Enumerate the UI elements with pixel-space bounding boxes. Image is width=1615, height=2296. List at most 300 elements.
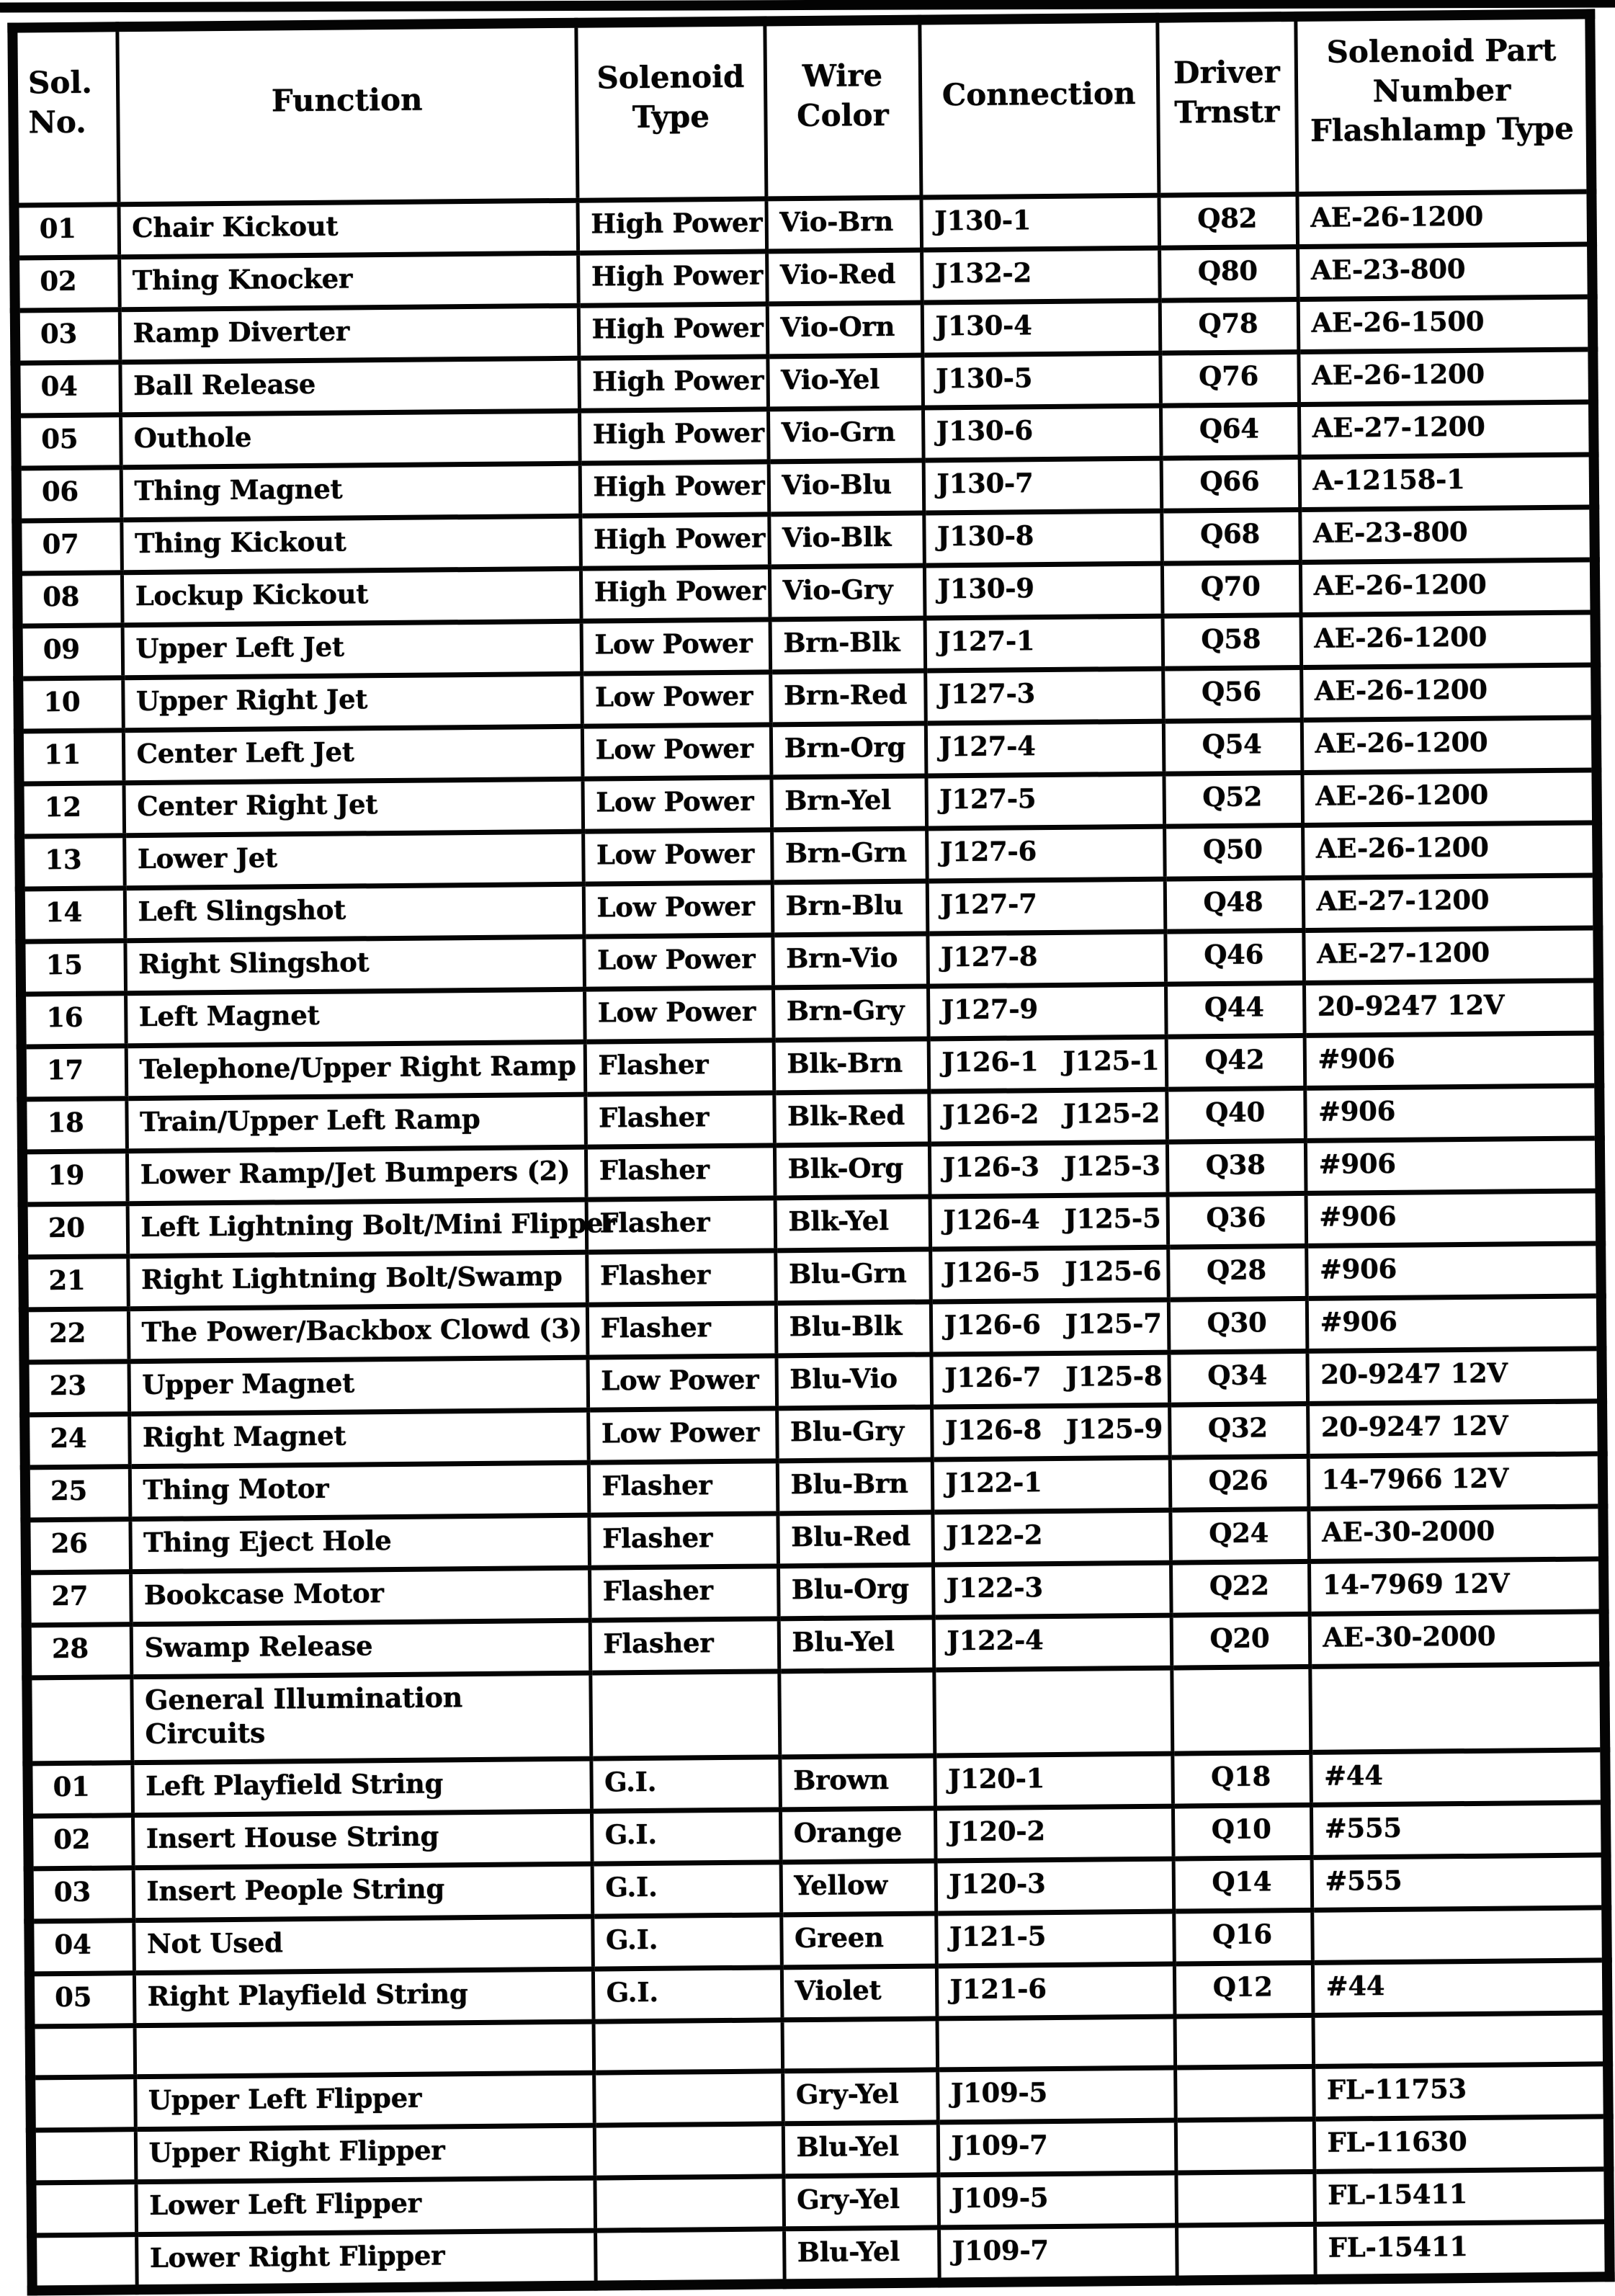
connection-value: J120-1 (947, 1761, 1045, 1795)
cell-part-number: #906 (1306, 1191, 1601, 1246)
cell-connection (922, 353, 1160, 408)
cell-function: Center Left Jet (123, 726, 583, 783)
connection-value: J125-9 (1065, 1412, 1163, 1445)
cell-wire-color (779, 1670, 934, 1757)
cell-sol-no: 05 (16, 415, 121, 468)
connection-value: J127-9 (941, 992, 1039, 1025)
cell-sol-no: 14 (20, 888, 125, 942)
cell-wire-color: Brown (779, 1756, 935, 1810)
cell-wire-color: Blk-Red (774, 1091, 929, 1145)
cell-connection (938, 2173, 1176, 2228)
cell-part-number: AE-26-1200 (1298, 349, 1593, 405)
cell-wire-color: Vio-Orn (767, 303, 923, 357)
cell-sol-no: 07 (17, 520, 122, 573)
cell-driver-transistor: Q10 (1173, 1805, 1312, 1859)
cell-wire-color: Violet (782, 1966, 937, 2020)
cell-driver-transistor: Q64 (1160, 404, 1299, 458)
cell-wire-color: Blk-Yel (775, 1197, 931, 1251)
connection-value: J125-2 (1062, 1096, 1160, 1130)
cell-function: Telephone/Upper Right Ramp (126, 1042, 586, 1099)
cell-driver-transistor (1176, 2224, 1315, 2280)
cell-part-number (1312, 1908, 1607, 1963)
cell-part-number: #906 (1307, 1296, 1602, 1352)
cell-sol-no: 01 (27, 1763, 133, 1816)
cell-driver-transistor: Q36 (1168, 1193, 1307, 1247)
cell-connection (921, 195, 1159, 250)
cell-solenoid-type: G.I. (592, 1862, 782, 1916)
cell-solenoid-type: Low Power (587, 1356, 777, 1410)
cell-driver-transistor: Q28 (1168, 1246, 1307, 1300)
cell-wire-color: Blu-Red (777, 1512, 933, 1566)
cell-driver-transistor (1176, 2171, 1315, 2225)
header-driver-trnstr: Driver Trnstr (1157, 17, 1297, 195)
cell-part-number: FL-11630 (1314, 2117, 1609, 2172)
cell-part-number: 20-9247 12V (1304, 981, 1599, 1036)
cell-part-number: AE-30-2000 (1308, 1506, 1603, 1562)
cell-connection (925, 616, 1163, 671)
connection-value: J130-1 (934, 203, 1032, 236)
cell-function: Upper Left Jet (122, 621, 582, 678)
cell-sol-no: 09 (18, 625, 123, 679)
cell-connection (926, 721, 1164, 776)
cell-driver-transistor (1174, 2015, 1313, 2068)
cell-wire-color: Gry-Yel (783, 2175, 939, 2229)
cell-connection (934, 1615, 1172, 1670)
cell-part-number: #906 (1305, 1138, 1601, 1194)
cell-part-number: AE-27-1200 (1303, 875, 1598, 931)
connection-value: J127-7 (940, 887, 1037, 920)
cell-driver-transistor: Q32 (1169, 1403, 1308, 1457)
cell-wire-color: Blu-Grn (775, 1249, 931, 1303)
cell-solenoid-type: High Power (578, 357, 768, 411)
cell-connection (921, 248, 1160, 303)
cell-sol-no: 11 (19, 731, 124, 784)
cell-function: Thing Magnet (121, 463, 581, 520)
header-connection: Connection (919, 18, 1158, 197)
cell-part-number: FL-11753 (1313, 2064, 1609, 2119)
cell-driver-transistor: Q82 (1158, 195, 1297, 249)
connection-value: J126-3 (942, 1150, 1039, 1183)
cell-solenoid-type (594, 2020, 783, 2073)
cell-wire-color: Brn-Org (771, 723, 926, 777)
cell-function: Left Playfield String (132, 1759, 591, 1815)
cell-part-number: 14-7966 12V (1308, 1454, 1603, 1509)
connection-value: J120-2 (948, 1814, 1045, 1847)
cell-wire-color: Vio-Blu (769, 460, 924, 514)
cell-driver-transistor: Q76 (1160, 352, 1299, 406)
connection-value: J121-5 (949, 1919, 1047, 1952)
connection-value: J130-5 (935, 361, 1033, 394)
cell-driver-transistor: Q42 (1166, 1035, 1305, 1089)
cell-connection (931, 1300, 1169, 1354)
cell-solenoid-type: High Power (580, 514, 769, 568)
cell-wire-color: Vio-Blk (769, 513, 924, 567)
cell-wire-color: Orange (780, 1808, 936, 1862)
connection-value: J130-9 (937, 571, 1034, 604)
cell-function: Outhole (120, 411, 580, 468)
connection-value: J109-7 (951, 2128, 1048, 2161)
connection-value: J125-6 (1064, 1254, 1162, 1287)
cell-driver-transistor: Q52 (1163, 772, 1302, 826)
cell-solenoid-type: High Power (578, 304, 768, 358)
cell-sol-no: 25 (25, 1467, 130, 1520)
cell-driver-transistor: Q58 (1163, 615, 1302, 669)
section-header-row (27, 1664, 1605, 1764)
header-wire-color: Wire Color (764, 20, 921, 199)
cell-sol-no: 03 (29, 1868, 134, 1921)
cell-solenoid-type (595, 2229, 784, 2286)
cell-function (135, 2022, 594, 2077)
connection-value: J109-7 (952, 2233, 1050, 2266)
cell-wire-color: Vio-Yel (767, 355, 923, 409)
connection-value: J126-8 (944, 1413, 1042, 1446)
cell-function: Left Lightning Bolt/Mini Flipper (128, 1200, 587, 1256)
cell-function: Right Slingshot (125, 937, 584, 993)
cell-wire-color: Blk-Org (774, 1144, 930, 1198)
cell-driver-transistor: Q38 (1167, 1140, 1306, 1194)
connection-value: J126-2 (941, 1097, 1039, 1130)
cell-sol-no: 17 (22, 1046, 127, 1099)
cell-solenoid-type: High Power (580, 462, 769, 516)
cell-function: Swamp Release (131, 1620, 591, 1677)
cell-sol-no (30, 2026, 135, 2078)
cell-solenoid-type: Flasher (585, 1093, 774, 1147)
cell-function: Ramp Diverter (120, 305, 579, 362)
cell-driver-transistor: Q22 (1171, 1561, 1310, 1615)
cell-connection (931, 1405, 1170, 1460)
connection-value: J130-4 (935, 308, 1032, 341)
cell-connection (938, 2120, 1176, 2175)
cell-connection (927, 879, 1166, 934)
cell-part-number: AE-27-1200 (1299, 402, 1594, 457)
cell-sol-no: 08 (17, 573, 122, 626)
cell-sol-no: 06 (17, 468, 122, 521)
cell-function: Thing Motor (130, 1462, 589, 1519)
cell-sol-no: 21 (23, 1256, 128, 1310)
header-function: Function (117, 23, 577, 205)
cell-wire-color: Brn-Red (770, 671, 926, 725)
cell-driver-transistor: Q78 (1160, 299, 1299, 353)
cell-wire-color: Vio-Gry (769, 566, 925, 620)
cell-function: Lockup Kickout (122, 568, 581, 625)
cell-function: Insert People String (133, 1864, 593, 1921)
cell-sol-no: 05 (30, 1973, 135, 2027)
cell-part-number: #906 (1305, 1033, 1600, 1089)
cell-driver-transistor: Q16 (1173, 1910, 1312, 1964)
cell-function: Upper Magnet (128, 1357, 588, 1414)
cell-solenoid-type: Flasher (586, 1251, 776, 1305)
connection-value: J127-5 (939, 782, 1037, 815)
cell-wire-color: Vio-Brn (766, 197, 921, 251)
cell-function: Not Used (133, 1916, 593, 1973)
cell-connection (928, 984, 1166, 1039)
cell-solenoid-type (594, 2124, 784, 2178)
cell-connection (935, 1806, 1173, 1861)
connection-value: J132-2 (934, 256, 1032, 289)
cell-solenoid-type: Low Power (582, 725, 771, 779)
cell-function: Lower Right Flipper (136, 2230, 596, 2290)
cell-solenoid-type: High Power (581, 567, 770, 621)
connection-value: J120-3 (949, 1867, 1046, 1900)
cell-wire-color (782, 2019, 938, 2071)
cell-function: Ball Release (120, 358, 579, 415)
cell-driver-transistor: Q54 (1163, 720, 1302, 774)
cell-driver-transistor: Q30 (1168, 1298, 1307, 1352)
cell-driver-transistor: Q56 (1163, 667, 1302, 721)
cell-connection (939, 2225, 1177, 2282)
cell-function: General Illumination Circuits (131, 1673, 591, 1763)
cell-connection (934, 1754, 1173, 1808)
cell-wire-color: Gry-Yel (782, 2070, 938, 2124)
cell-connection (936, 1964, 1175, 2019)
cell-driver-transistor: Q12 (1174, 1962, 1313, 2016)
cell-solenoid-type: High Power (577, 199, 766, 253)
cell-driver-transistor: Q50 (1164, 825, 1303, 879)
connection-value: J122-4 (947, 1623, 1044, 1656)
cell-connection (923, 511, 1162, 566)
cell-part-number: AE-23-800 (1299, 507, 1595, 563)
cell-wire-color: Vio-Grn (768, 408, 923, 462)
cell-connection (930, 1247, 1168, 1302)
cell-sol-no: 16 (21, 993, 126, 1047)
cell-sol-no: 04 (15, 362, 120, 416)
cell-part-number: #555 (1311, 1803, 1606, 1858)
cell-part-number: AE-26-1200 (1302, 718, 1597, 773)
cell-solenoid-type: Flasher (589, 1566, 779, 1620)
cell-connection (925, 669, 1163, 723)
cell-driver-transistor: Q48 (1165, 877, 1304, 932)
cell-sol-no: 20 (23, 1204, 128, 1257)
table-header (12, 14, 1591, 205)
cell-function: Thing Kickout (121, 516, 581, 573)
cell-function: Thing Knocker (119, 253, 578, 310)
cell-solenoid-type: Flasher (585, 1040, 774, 1094)
cell-function: Train/Upper Left Ramp (126, 1094, 586, 1151)
cell-sol-no: 27 (26, 1572, 131, 1625)
cell-solenoid-type: High Power (578, 251, 767, 305)
cell-sol-no: 03 (15, 310, 120, 363)
cell-driver-transistor: Q44 (1166, 983, 1305, 1037)
cell-function: Left Magnet (125, 989, 585, 1046)
cell-connection (929, 1142, 1168, 1197)
connection-value: J109-5 (950, 2076, 1048, 2109)
cell-connection (934, 1668, 1172, 1756)
cell-function: The Power/Backbox Clowd (3) (128, 1305, 588, 1362)
cell-part-number: AE-30-2000 (1310, 1612, 1605, 1667)
cell-sol-no: 24 (24, 1414, 130, 1468)
cell-sol-no (27, 1677, 132, 1764)
cell-solenoid-type: High Power (579, 409, 769, 463)
cell-sol-no: 26 (25, 1519, 130, 1573)
cell-function: Upper Left Flipper (135, 2073, 594, 2130)
connection-value: J126-7 (944, 1360, 1042, 1393)
cell-part-number: FL-15411 (1315, 2222, 1610, 2279)
cell-solenoid-type: Flasher (586, 1145, 775, 1200)
cell-driver-transistor: Q70 (1162, 562, 1301, 616)
cell-part-number: AE-27-1200 (1303, 928, 1598, 983)
cell-solenoid-type: Flasher (587, 1303, 777, 1357)
cell-wire-color: Blu-Gry (777, 1407, 932, 1461)
connection-value: J127-3 (938, 676, 1036, 710)
cell-function: Lower Left Flipper (135, 2178, 595, 2235)
cell-part-number: #555 (1312, 1855, 1607, 1911)
cell-driver-transistor: Q46 (1165, 930, 1304, 984)
cell-solenoid-type: Low Power (583, 830, 772, 884)
cell-function: Right Playfield String (134, 1969, 594, 2026)
connection-value: J125-8 (1065, 1359, 1163, 1393)
cell-sol-no: 15 (20, 941, 125, 994)
cell-solenoid-type: Low Power (583, 935, 773, 989)
cell-part-number: AE-26-1200 (1297, 192, 1592, 247)
cell-function: Insert House String (133, 1811, 592, 1868)
connection-value: J126-4 (943, 1202, 1040, 1236)
cell-solenoid-type: Low Power (584, 988, 774, 1042)
cell-function: Left Slingshot (125, 884, 584, 941)
cell-driver-transistor: Q14 (1173, 1857, 1312, 1911)
cell-function: Upper Right Jet (122, 674, 582, 731)
cell-wire-color: Blu-Blk (776, 1302, 931, 1356)
cell-connection (933, 1563, 1171, 1617)
cell-driver-transistor: Q34 (1168, 1351, 1307, 1405)
cell-wire-color: Vio-Red (766, 250, 922, 304)
connection-value: J125-1 (1062, 1044, 1160, 1077)
cell-wire-color: Blu-Yel (784, 2228, 939, 2284)
cell-solenoid-type (594, 2071, 783, 2125)
cell-sol-no: 19 (22, 1151, 128, 1205)
connection-value: J125-3 (1063, 1149, 1160, 1182)
cell-part-number: FL-15411 (1314, 2169, 1609, 2225)
cell-wire-color: Brn-Vio (772, 934, 928, 988)
cell-function: Chair Kickout (118, 200, 578, 257)
cell-sol-no: 22 (24, 1309, 129, 1362)
cell-driver-transistor: Q20 (1171, 1614, 1310, 1668)
cell-sol-no (31, 2130, 136, 2183)
cell-function: Lower Jet (124, 831, 583, 888)
cell-part-number: #906 (1306, 1243, 1601, 1299)
cell-connection (926, 774, 1164, 828)
cell-part-number: #44 (1312, 1960, 1608, 2016)
cell-connection (937, 2016, 1176, 2070)
cell-driver-transistor (1175, 2066, 1314, 2120)
cell-function: Right Magnet (129, 1410, 589, 1467)
connection-value: J127-6 (939, 834, 1037, 867)
cell-solenoid-type: Low Power (583, 883, 773, 937)
cell-connection (930, 1194, 1168, 1249)
header-part-number: Solenoid Part Number Flashlamp Type (1295, 14, 1591, 194)
connection-value: J126-1 (941, 1045, 1039, 1078)
cell-sol-no (32, 2235, 137, 2291)
cell-wire-color: Brn-Blk (770, 618, 926, 672)
cell-wire-color: Green (781, 1913, 936, 1967)
header-sol-no: Sol. No. (12, 27, 118, 205)
cell-part-number: AE-26-1200 (1301, 665, 1596, 720)
cell-driver-transistor (1171, 1666, 1310, 1754)
cell-part-number: AE-23-800 (1297, 244, 1593, 300)
cell-connection (927, 932, 1166, 986)
cell-driver-transistor: Q18 (1172, 1752, 1311, 1806)
cell-sol-no: 18 (22, 1099, 127, 1152)
cell-sol-no: 23 (24, 1362, 130, 1415)
solenoid-table-container (7, 9, 1604, 2296)
cell-part-number (1312, 2013, 1608, 2067)
solenoid-table-body (14, 192, 1609, 2291)
cell-wire-color: Yellow (781, 1861, 936, 1915)
connection-value: J122-1 (945, 1465, 1042, 1498)
cell-sol-no: 02 (14, 257, 120, 311)
connection-value: J125-7 (1065, 1307, 1162, 1340)
connection-value: J127-8 (940, 939, 1038, 973)
cell-connection (929, 1089, 1167, 1144)
cell-part-number: 20-9247 12V (1307, 1401, 1603, 1457)
cell-solenoid-type (594, 2176, 784, 2230)
cell-connection (936, 1859, 1174, 1913)
cell-part-number: AE-26-1500 (1298, 297, 1593, 352)
cell-solenoid-type: Low Power (581, 620, 771, 674)
cell-connection (923, 406, 1161, 460)
cell-connection (936, 1911, 1174, 1966)
cell-function: Lower Ramp/Jet Bumpers (2) (127, 1147, 586, 1204)
cell-solenoid-type: G.I. (591, 1810, 781, 1864)
cell-function: Thing Eject Hole (130, 1515, 589, 1572)
cell-sol-no: 04 (29, 1921, 134, 1974)
cell-connection (931, 1352, 1169, 1407)
cell-connection (926, 826, 1165, 881)
cell-part-number: 14-7969 12V (1309, 1559, 1604, 1614)
cell-sol-no: 01 (14, 205, 119, 258)
connection-value: J125-5 (1064, 1202, 1161, 1235)
cell-solenoid-type: Flasher (590, 1619, 779, 1673)
cell-driver-transistor: Q26 (1170, 1456, 1309, 1510)
cell-driver-transistor (1176, 2119, 1315, 2173)
cell-wire-color: Blu-Yel (779, 1617, 934, 1671)
cell-connection (922, 300, 1160, 355)
connection-value: J130-8 (936, 519, 1034, 552)
cell-solenoid-type: Low Power (588, 1408, 777, 1462)
cell-driver-transistor: Q80 (1159, 247, 1298, 301)
cell-solenoid-type (590, 1671, 779, 1759)
cell-wire-color: Brn-Grn (771, 828, 927, 883)
cell-connection (932, 1457, 1171, 1512)
cell-wire-color: Brn-Blu (772, 881, 928, 935)
cell-part-number: AE-26-1200 (1302, 770, 1597, 826)
cell-wire-color: Blu-Yel (783, 2122, 939, 2176)
connection-value: J122-2 (945, 1518, 1043, 1551)
cell-function: Center Right Jet (123, 779, 583, 836)
cell-sol-no: 12 (19, 783, 124, 836)
cell-wire-color: Blu-Org (778, 1565, 934, 1619)
solenoid-flashlamp-table (7, 9, 1614, 2295)
connection-value: J130-7 (936, 466, 1034, 499)
cell-wire-color: Brn-Yel (771, 776, 926, 830)
connection-value: J109-5 (951, 2181, 1049, 2214)
cell-wire-color: Brn-Gry (773, 986, 929, 1040)
connection-value: J127-1 (938, 624, 1035, 657)
cell-sol-no (31, 2182, 136, 2235)
cell-function: Right Lightning Bolt/Swamp (128, 1252, 587, 1309)
cell-connection (929, 1037, 1167, 1091)
cell-function: Bookcase Motor (130, 1568, 590, 1625)
cell-driver-transistor: Q66 (1161, 457, 1300, 511)
cell-solenoid-type: G.I. (592, 1915, 782, 1969)
cell-solenoid-type: Flasher (589, 1514, 778, 1568)
cell-sol-no: 02 (28, 1815, 133, 1869)
cell-part-number (1310, 1664, 1605, 1753)
cell-sol-no: 13 (19, 836, 125, 889)
connection-value: J130-6 (936, 414, 1034, 447)
connection-value: J121-6 (949, 1972, 1047, 2005)
cell-solenoid-type: Low Power (582, 777, 771, 831)
cell-connection (923, 458, 1162, 513)
